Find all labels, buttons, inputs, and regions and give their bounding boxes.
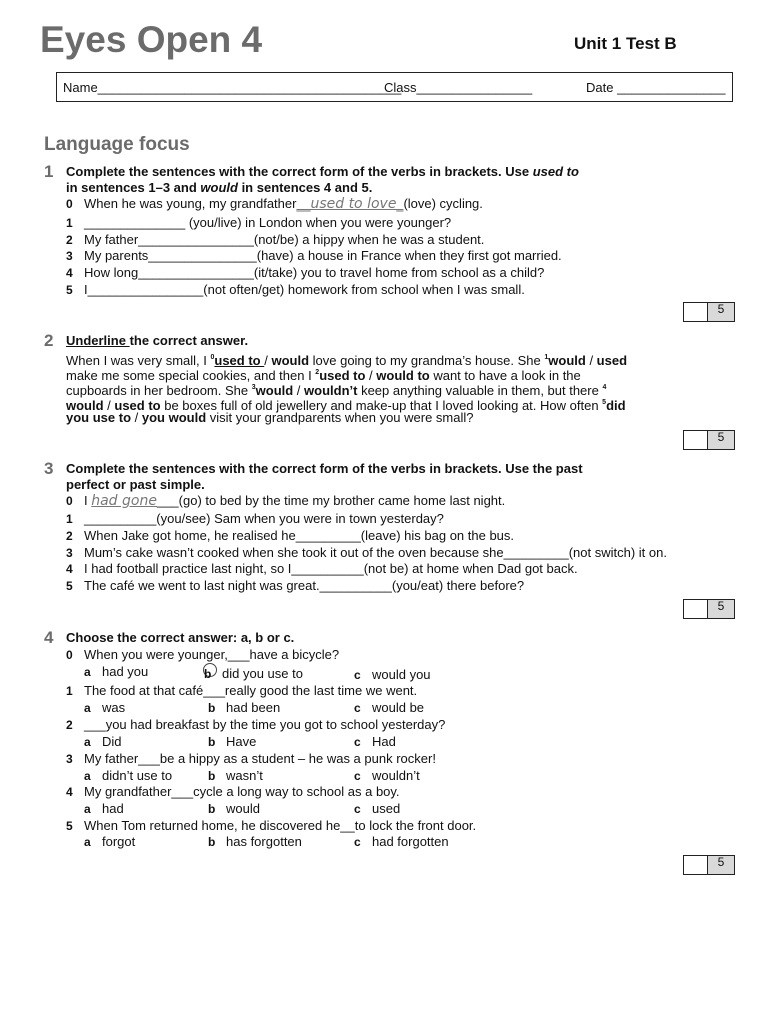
handwritten-answer: __used to love_ <box>296 196 404 212</box>
score-total: 5 <box>707 303 734 321</box>
exercise-2-number: 2 <box>44 331 54 350</box>
exercise-1-item[interactable]: 5 I________________(not often/get) homework from school when I was small. <box>66 282 525 297</box>
exercise-2-line: would / used to be boxes full of old jewellery and make-up that I loved looking at. How often $^5$did <box>66 398 626 413</box>
option-b[interactable]: b had been <box>208 700 281 715</box>
option-b[interactable]: b Have <box>208 734 257 749</box>
option-a[interactable]: a Did <box>84 734 122 749</box>
exercise-3-item[interactable]: 3 Mum’s cake wasn’t cooked when she took it out of the oven because she_________(not switch) it on. <box>66 545 667 560</box>
score-total: 5 <box>707 431 734 449</box>
exercise-3-item[interactable]: 1 __________(you/see) Sam when you were in town yesterday? <box>66 511 444 526</box>
exercise-4-question: 3 My father___be a hippy as a student – he was a punk rocker! <box>66 751 436 766</box>
exercise-4-instruction: Choose the correct answer: a, b or c. <box>66 630 295 645</box>
option[interactable]: used <box>596 353 628 368</box>
exercise-1-instruction-line2: in sentences 1–3 and would in sentences 4 and 5. <box>66 180 373 195</box>
option-c[interactable]: c used <box>354 801 401 816</box>
exercise-3-item[interactable]: 2 When Jake got home, he realised he_________(leave) his bag on the bus. <box>66 528 515 543</box>
exercise-1-item[interactable]: 2 My father________________(not/be) a hippy when he was a student. <box>66 232 485 247</box>
exercise-3-instruction-line2: perfect or past simple. <box>66 477 205 492</box>
exercise-4-number: 4 <box>44 628 54 647</box>
option[interactable]: did <box>606 398 626 413</box>
option[interactable]: you would <box>141 410 207 425</box>
exercise-4-question: 4 My grandfather___cycle a long way to school as a boy. <box>66 784 400 799</box>
exercise-1-example: 0 When he was young, my grandfather__used to love_(love) cycling. <box>66 196 483 212</box>
exercise-4-question: 1 The food at that café___really good the last time we went. <box>66 683 418 698</box>
score-total: 5 <box>707 600 734 618</box>
student-info-box <box>56 72 733 102</box>
option-a[interactable]: a had <box>84 801 124 816</box>
exercise-3-score-box[interactable] <box>683 599 735 619</box>
exercise-2-line: When I was very small, I $^0$used to / would love going to my grandma’s house. She $^1$would / used <box>66 353 628 368</box>
handwritten-answer: had gone <box>91 493 157 509</box>
option[interactable]: would <box>548 353 586 368</box>
option-c[interactable]: c Had <box>354 734 396 749</box>
name-field[interactable]: Name__________________________________________ <box>63 80 402 95</box>
option-c[interactable]: c would be <box>354 700 425 715</box>
exercise-3-instruction: Complete the sentences with the correct form of the verbs in brackets. Use the past <box>66 461 583 476</box>
option-b[interactable]: b wasn’t <box>208 768 263 783</box>
option[interactable]: would <box>255 383 294 398</box>
exercise-1-item[interactable]: 3 My parents_______________(have) a house in France when they first got married. <box>66 248 562 263</box>
exercise-4-question: 2 ___you had breakfast by the time you got to school yesterday? <box>66 717 446 732</box>
option[interactable]: would to <box>376 368 430 383</box>
option-c[interactable]: c wouldn’t <box>354 768 420 783</box>
option[interactable]: you use to <box>66 410 132 425</box>
option[interactable]: would <box>66 398 104 413</box>
option-c[interactable]: c had forgotten <box>354 834 449 849</box>
exercise-1-instruction: Complete the sentences with the correct form of the verbs in brackets. Use used to <box>66 164 579 179</box>
exercise-1-score-box[interactable] <box>683 302 735 322</box>
option-a[interactable]: a was <box>84 700 126 715</box>
exercise-2-instruction: Underline the correct answer. <box>66 333 249 348</box>
score-total: 5 <box>707 856 734 874</box>
option[interactable]: would <box>271 353 310 368</box>
exercise-2-line: make me some special cookies, and then I $^2$used to / would to want to have a look in the <box>66 368 581 383</box>
option-c[interactable]: c would you <box>354 667 431 682</box>
exercise-2-line: you use to / you would visit your grandparents when you were small? <box>66 410 474 425</box>
book-title: Eyes Open 4 <box>40 19 263 60</box>
exercise-3-number: 3 <box>44 459 54 478</box>
option-b[interactable]: b has forgotten <box>208 834 302 849</box>
exercise-3-item[interactable]: 4 I had football practice last night, so I__________(not be) at home when Dad got back. <box>66 561 578 576</box>
option-a[interactable]: a didn’t use to <box>84 768 173 783</box>
exercise-2-line: cupboards in her bedroom. She $^3$would / wouldn’t keep anything valuable in them, but there $^4$ <box>66 383 607 398</box>
exercise-3-example: 0 I had gone___(go) to bed by the time my brother came home last night. <box>66 493 506 509</box>
section-title: Language focus <box>44 134 190 155</box>
option-b[interactable]: b would <box>208 801 260 816</box>
exercise-4-score-box[interactable] <box>683 855 735 875</box>
exercise-2-score-box[interactable] <box>683 430 735 450</box>
option[interactable]: used to <box>319 368 366 383</box>
option[interactable]: wouldn’t <box>304 383 358 398</box>
class-field[interactable]: Class________________ <box>384 80 533 95</box>
exercise-3-item[interactable]: 5 The café we went to last night was great.__________(you/eat) there before? <box>66 578 525 593</box>
exercise-4-question: 0 When you were younger,___have a bicycle? <box>66 647 340 662</box>
option-a[interactable]: a had you <box>84 664 149 679</box>
exercise-1-item[interactable]: 4 How long________________(it/take) you to travel home from school as a child? <box>66 265 545 280</box>
exercise-1-item[interactable]: 1 ______________ (you/live) in London when you were younger? <box>66 215 452 230</box>
date-field[interactable]: Date _______________ <box>586 80 726 95</box>
test-title: Unit 1 Test B <box>574 34 677 53</box>
option-b[interactable]: b did you use to <box>204 666 303 681</box>
exercise-1-number: 1 <box>44 162 54 181</box>
option-a[interactable]: a forgot <box>84 834 136 849</box>
exercise-4-question: 5 When Tom returned home, he discovered he__to lock the front door. <box>66 818 477 833</box>
option[interactable]: used to <box>114 398 161 413</box>
